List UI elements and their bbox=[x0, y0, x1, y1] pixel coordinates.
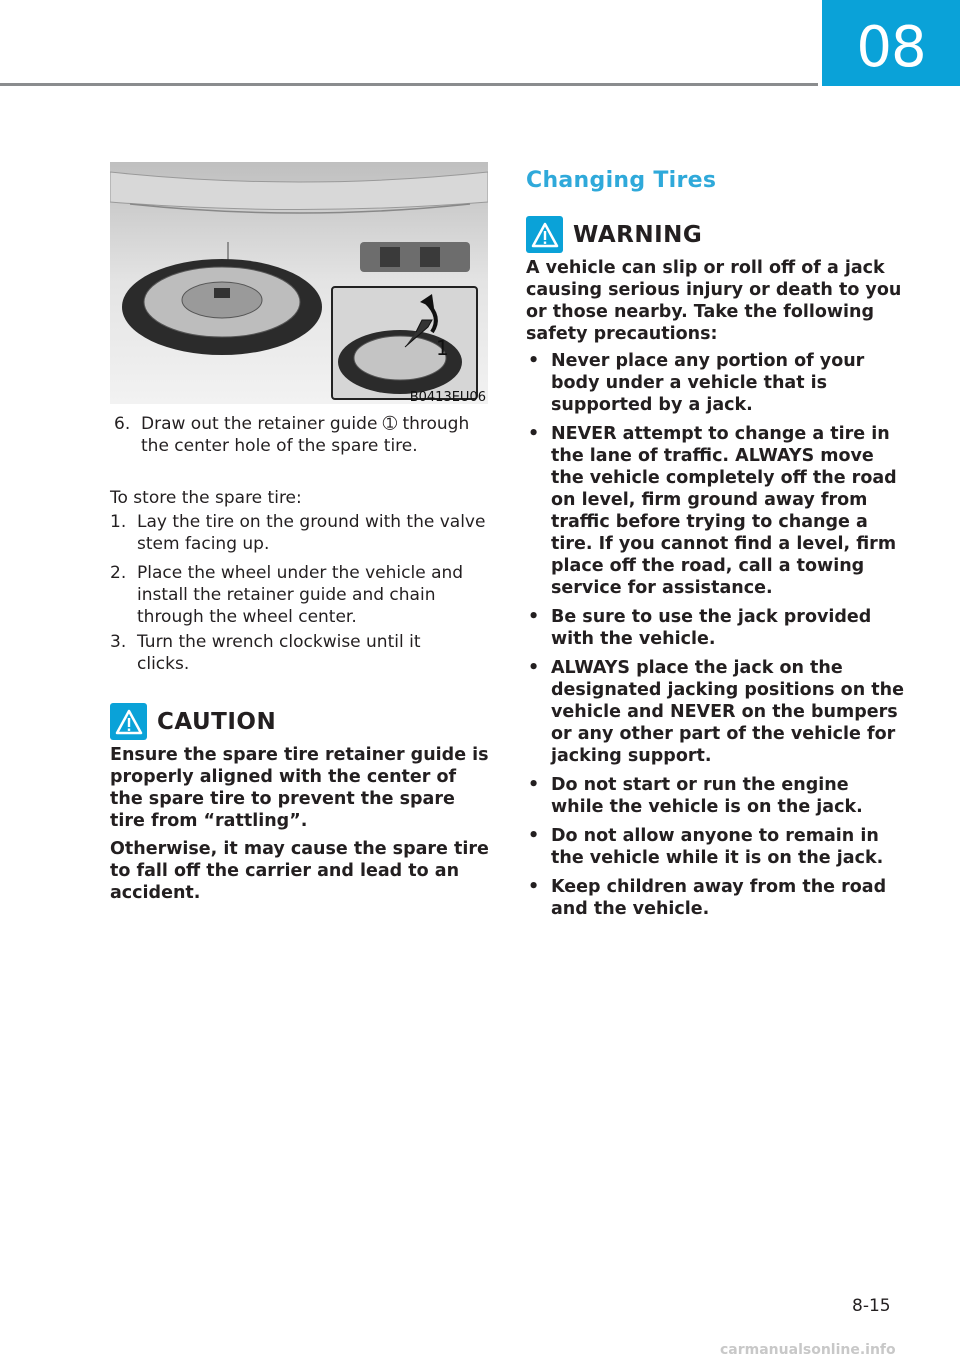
warning-triangle-icon bbox=[526, 216, 563, 253]
bullet-text: Do not start or run the engine while the vehicle is on the jack. bbox=[551, 775, 863, 817]
warning-title: WARNING bbox=[573, 221, 703, 248]
figure-callout-1: 1 bbox=[436, 336, 449, 360]
list-item bbox=[526, 423, 906, 599]
step-text: Turn the wrench clockwise until it clicks. bbox=[137, 632, 421, 674]
warning-triangle-icon bbox=[110, 703, 147, 740]
bullet: • bbox=[528, 424, 540, 444]
list-item bbox=[526, 350, 906, 416]
step-number: 2. bbox=[110, 563, 127, 583]
section-title: Changing Tires bbox=[526, 168, 717, 193]
bullet: • bbox=[528, 877, 540, 897]
warning-bullet-list bbox=[526, 350, 906, 927]
spare-tire-illustration bbox=[110, 162, 488, 404]
page-number: 8-15 bbox=[852, 1296, 891, 1316]
warning-header bbox=[526, 216, 702, 253]
step-number: 6. bbox=[114, 414, 131, 434]
figure-code: B0413EU06 bbox=[409, 390, 486, 404]
bullet-text: NEVER attempt to change a tire in the lane of traffic. ALWAYS move the vehicle completely off the road on level, firm ground away from traffic before trying to change a tire. If you cannot find a level, firm place off the road, call a towing service for assistance. bbox=[551, 424, 897, 598]
bullet: • bbox=[528, 775, 540, 795]
bullet-text: Never place any portion of your body under a vehicle that is supported by a jack. bbox=[551, 351, 865, 415]
bullet: • bbox=[528, 658, 540, 678]
bullet-text: Do not allow anyone to remain in the vehicle while it is on the jack. bbox=[551, 826, 884, 868]
bullet: • bbox=[528, 351, 540, 371]
step-number: 3. bbox=[110, 632, 127, 652]
list-item bbox=[526, 657, 906, 767]
step-text: Place the wheel under the vehicle and install the retainer guide and chain through the wheel center. bbox=[137, 563, 464, 627]
step-text: Draw out the retainer guide ➀ through the center hole of the spare tire. bbox=[141, 414, 470, 456]
step-text: Lay the tire on the ground with the valve stem facing up. bbox=[137, 512, 486, 554]
caution-title: CAUTION bbox=[157, 708, 277, 735]
list-item bbox=[526, 774, 906, 818]
list-item bbox=[526, 825, 906, 869]
list-item bbox=[526, 876, 906, 920]
caution-header bbox=[110, 703, 276, 740]
watermark-site[interactable]: carmanualsonline.info bbox=[720, 1342, 896, 1358]
chapter-number: 08 bbox=[856, 15, 926, 80]
bullet-text: Keep children away from the road and the vehicle. bbox=[551, 877, 887, 919]
bullet-text: ALWAYS place the jack on the designated jacking positions on the vehicle and NEVER on the bumpers or any other part of the vehicle for jacking support. bbox=[551, 658, 904, 766]
store-intro: To store the spare tire: bbox=[110, 488, 302, 508]
spare-tire-drawing bbox=[110, 162, 488, 404]
warning-intro: A vehicle can slip or roll off of a jack causing serious injury or death to you or those nearby. Take the following safety precautions: bbox=[526, 258, 902, 344]
caution-paragraph-2: Otherwise, it may cause the spare tire to fall off the carrier and lead to an accident. bbox=[110, 839, 489, 903]
bullet-text: Be sure to use the jack provided with the vehicle. bbox=[551, 607, 872, 649]
bullet: • bbox=[528, 607, 540, 627]
caution-paragraph-1: Ensure the spare tire retainer guide is properly aligned with the center of the spare tire to prevent the spare tire from “rattling”. bbox=[110, 745, 489, 831]
bullet: • bbox=[528, 826, 540, 846]
list-item bbox=[526, 606, 906, 650]
header-rule bbox=[0, 83, 818, 86]
step-number: 1. bbox=[110, 512, 127, 532]
chapter-tab bbox=[822, 0, 960, 86]
